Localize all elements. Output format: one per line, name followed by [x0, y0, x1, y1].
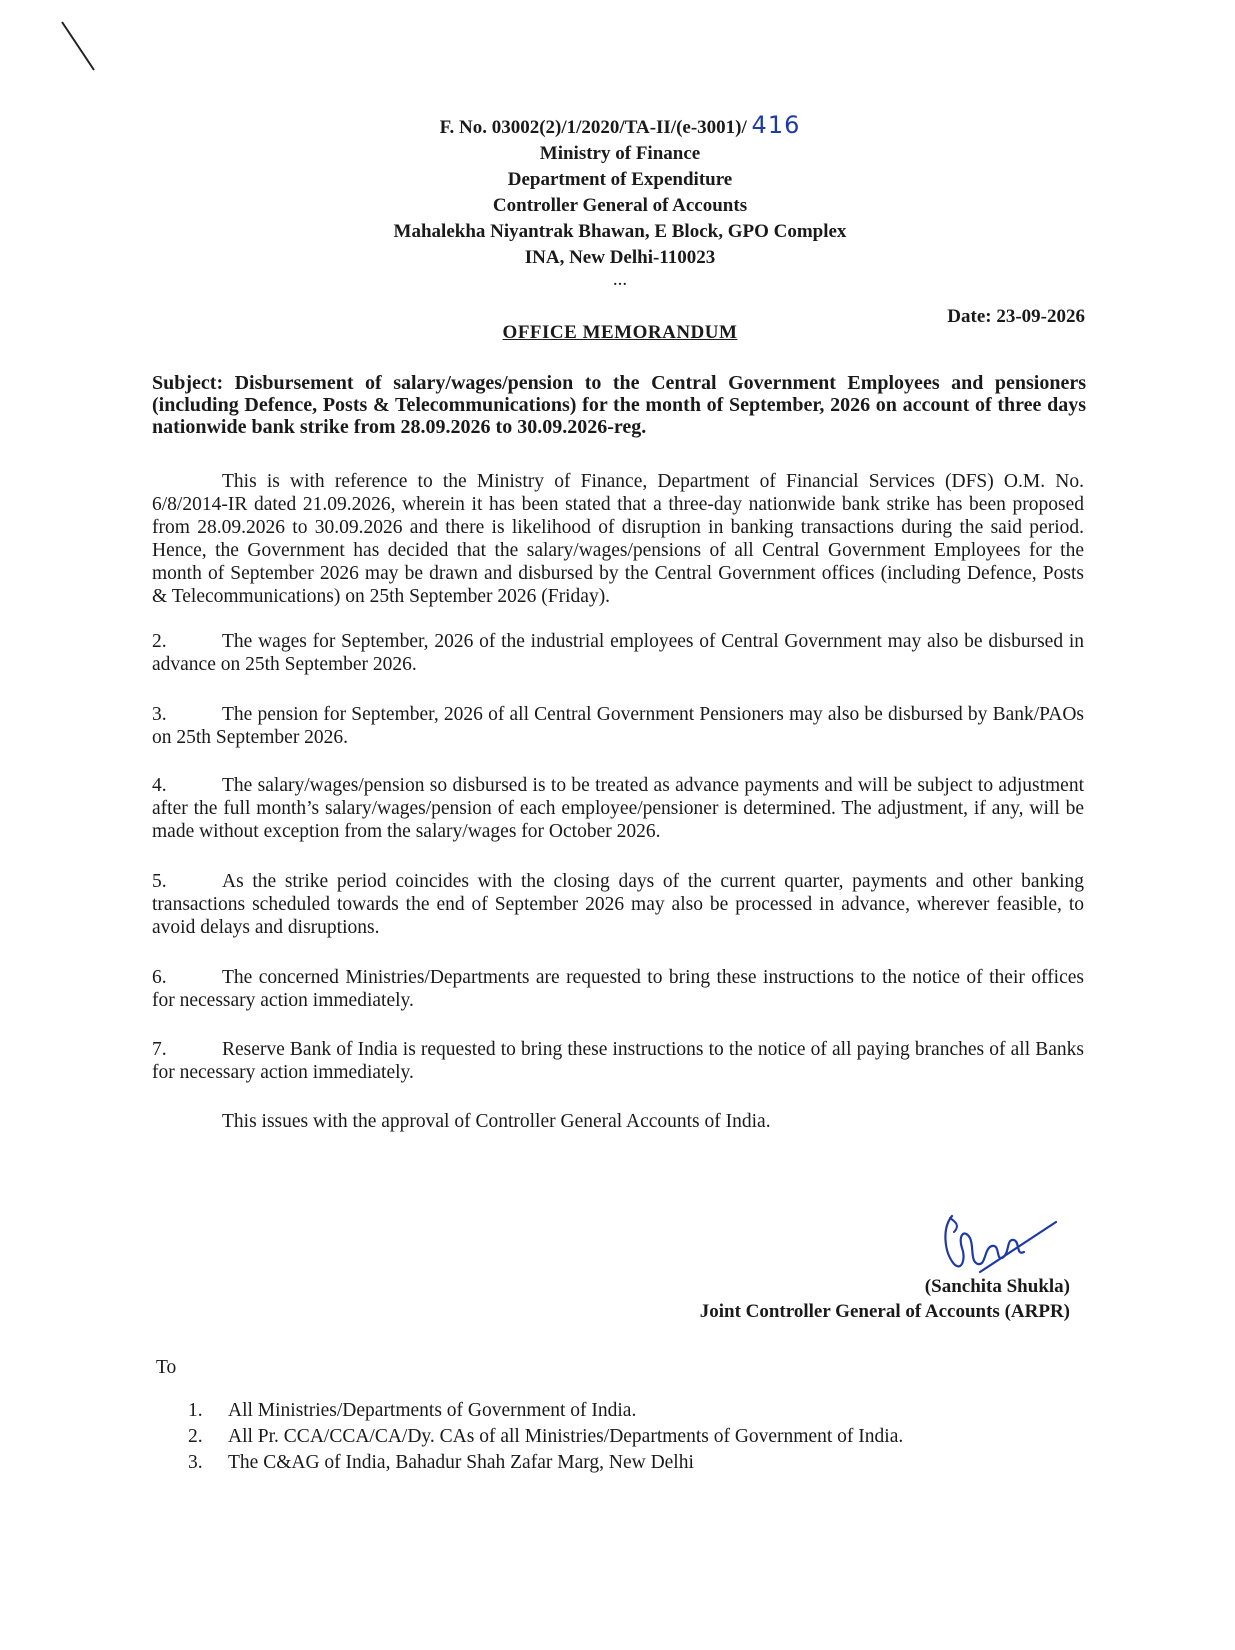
recipient-list [188, 1398, 1068, 1476]
paragraph-6 [152, 966, 1084, 1012]
paragraph-number: 4. [152, 775, 167, 796]
signatory-name: (Sanchita Shukla) [924, 1276, 1070, 1297]
paragraph-2 [152, 630, 1084, 676]
list-item [188, 1398, 1068, 1424]
handwritten-signature [940, 1208, 1060, 1280]
office-name: Controller General of Accounts [492, 195, 748, 216]
signatory-designation: Joint Controller General of Accounts (ARPR) [699, 1301, 1070, 1322]
paragraph-text: Reserve Bank of India is requested to bring these instructions to the notice of all paying branches of all Banks for necessary action immediately. [152, 1039, 1084, 1083]
paragraph-text: As the strike period coincides with the closing days of the current quarter, payments and other banking transactions scheduled towards the end of September 2026 may also be processed in advance, wherever feasible, to avoid delays and disruptions. [152, 871, 1084, 938]
list-item [188, 1424, 1068, 1450]
paragraph-text: The pension for September, 2026 of all Central Government Pensioners may also be disbursed by Bank/PAOs on 25th September 2026. [152, 704, 1084, 748]
address-line-1: Mahalekha Niyantrak Bhawan, E Block, GPO Complex [393, 221, 847, 242]
list-item-number: 1. [188, 1400, 203, 1421]
paragraph-4 [152, 774, 1084, 843]
paragraph-number: 3. [152, 704, 167, 725]
list-item-text: All Pr. CCA/CCA/CA/Dy. CAs of all Ministries/Departments of Government of India. [228, 1426, 904, 1447]
paragraph-text: This issues with the approval of Controller General Accounts of India. [222, 1111, 771, 1132]
paragraph-number: 5. [152, 871, 167, 892]
file-number: F. No. 03002(2)/1/2020/TA-II/(e-3001)/ [439, 117, 747, 138]
paragraph-number: 7. [152, 1039, 167, 1060]
list-item-text: The C&AG of India, Bahadur Shah Zafar Marg, New Delhi [228, 1452, 694, 1473]
department-name: Department of Expenditure [507, 169, 733, 190]
paragraph-3 [152, 703, 1084, 749]
paragraph-1 [152, 470, 1084, 608]
paragraph-text: The salary/wages/pension so disbursed is to be treated as advance payments and will be subject to adjustment after the full month’s salary/wages/pension of each employee/pensioner is determined. The adjustment, if any, will be made without exception from the salary/wages for October 2026. [152, 775, 1084, 842]
paragraph-5 [152, 870, 1084, 939]
address-line-2: INA, New Delhi-110023 [524, 247, 716, 268]
list-item-number: 2. [188, 1426, 203, 1447]
paragraph-text: This is with reference to the Ministry of Finance, Department of Financial Services (DFS) O.M. No. 6/8/2014-IR dated 21.09.2026, wherein it has been stated that a three-day nationwide bank strike has been proposed from 28.09.2026 to 30.09.2026 and there is likelihood of disruption in banking transactions during the said period. Hence, the Government has decided that the salary/wages/pensions of all Central Government Employees for the month of September 2026 may be drawn and disbursed by the Central Government offices (including Defence, Posts & Telecommunications) on 25th September 2026 (Friday). [152, 471, 1084, 607]
handwritten-number: 416 [751, 111, 801, 139]
to-label: To [156, 1357, 177, 1378]
ministry-name: Ministry of Finance [539, 143, 701, 164]
paragraph-7 [152, 1038, 1084, 1084]
file-number-line [300, 112, 940, 141]
list-item-text: All Ministries/Departments of Government of India. [228, 1400, 637, 1421]
paragraph-text: The concerned Ministries/Departments are requested to bring these instructions to the notice of their offices for necessary action immediately. [152, 967, 1084, 1011]
separator: ... [612, 269, 628, 290]
memo-title: OFFICE MEMORANDUM [502, 322, 738, 343]
pen-stroke-mark [60, 20, 100, 72]
list-item [188, 1450, 1068, 1476]
letterhead [300, 112, 940, 289]
list-item-number: 3. [188, 1452, 203, 1473]
paragraph-number: 2. [152, 631, 167, 652]
approval-note [152, 1110, 1084, 1133]
paragraph-text: The wages for September, 2026 of the industrial employees of Central Government may also be disbursed in advance on 25th September 2026. [152, 631, 1084, 675]
memo-date: Date: 23-09-2026 [947, 306, 1085, 327]
memo-subject: Subject: Disbursement of salary/wages/pension to the Central Government Employees and pensioners (including Defence, Posts & Telecommunications) for the month of September, 2026 on account of three days nationwide bank strike from 28.09.2026 to 30.09.2026-reg. [152, 372, 1086, 438]
paragraph-number: 6. [152, 967, 167, 988]
